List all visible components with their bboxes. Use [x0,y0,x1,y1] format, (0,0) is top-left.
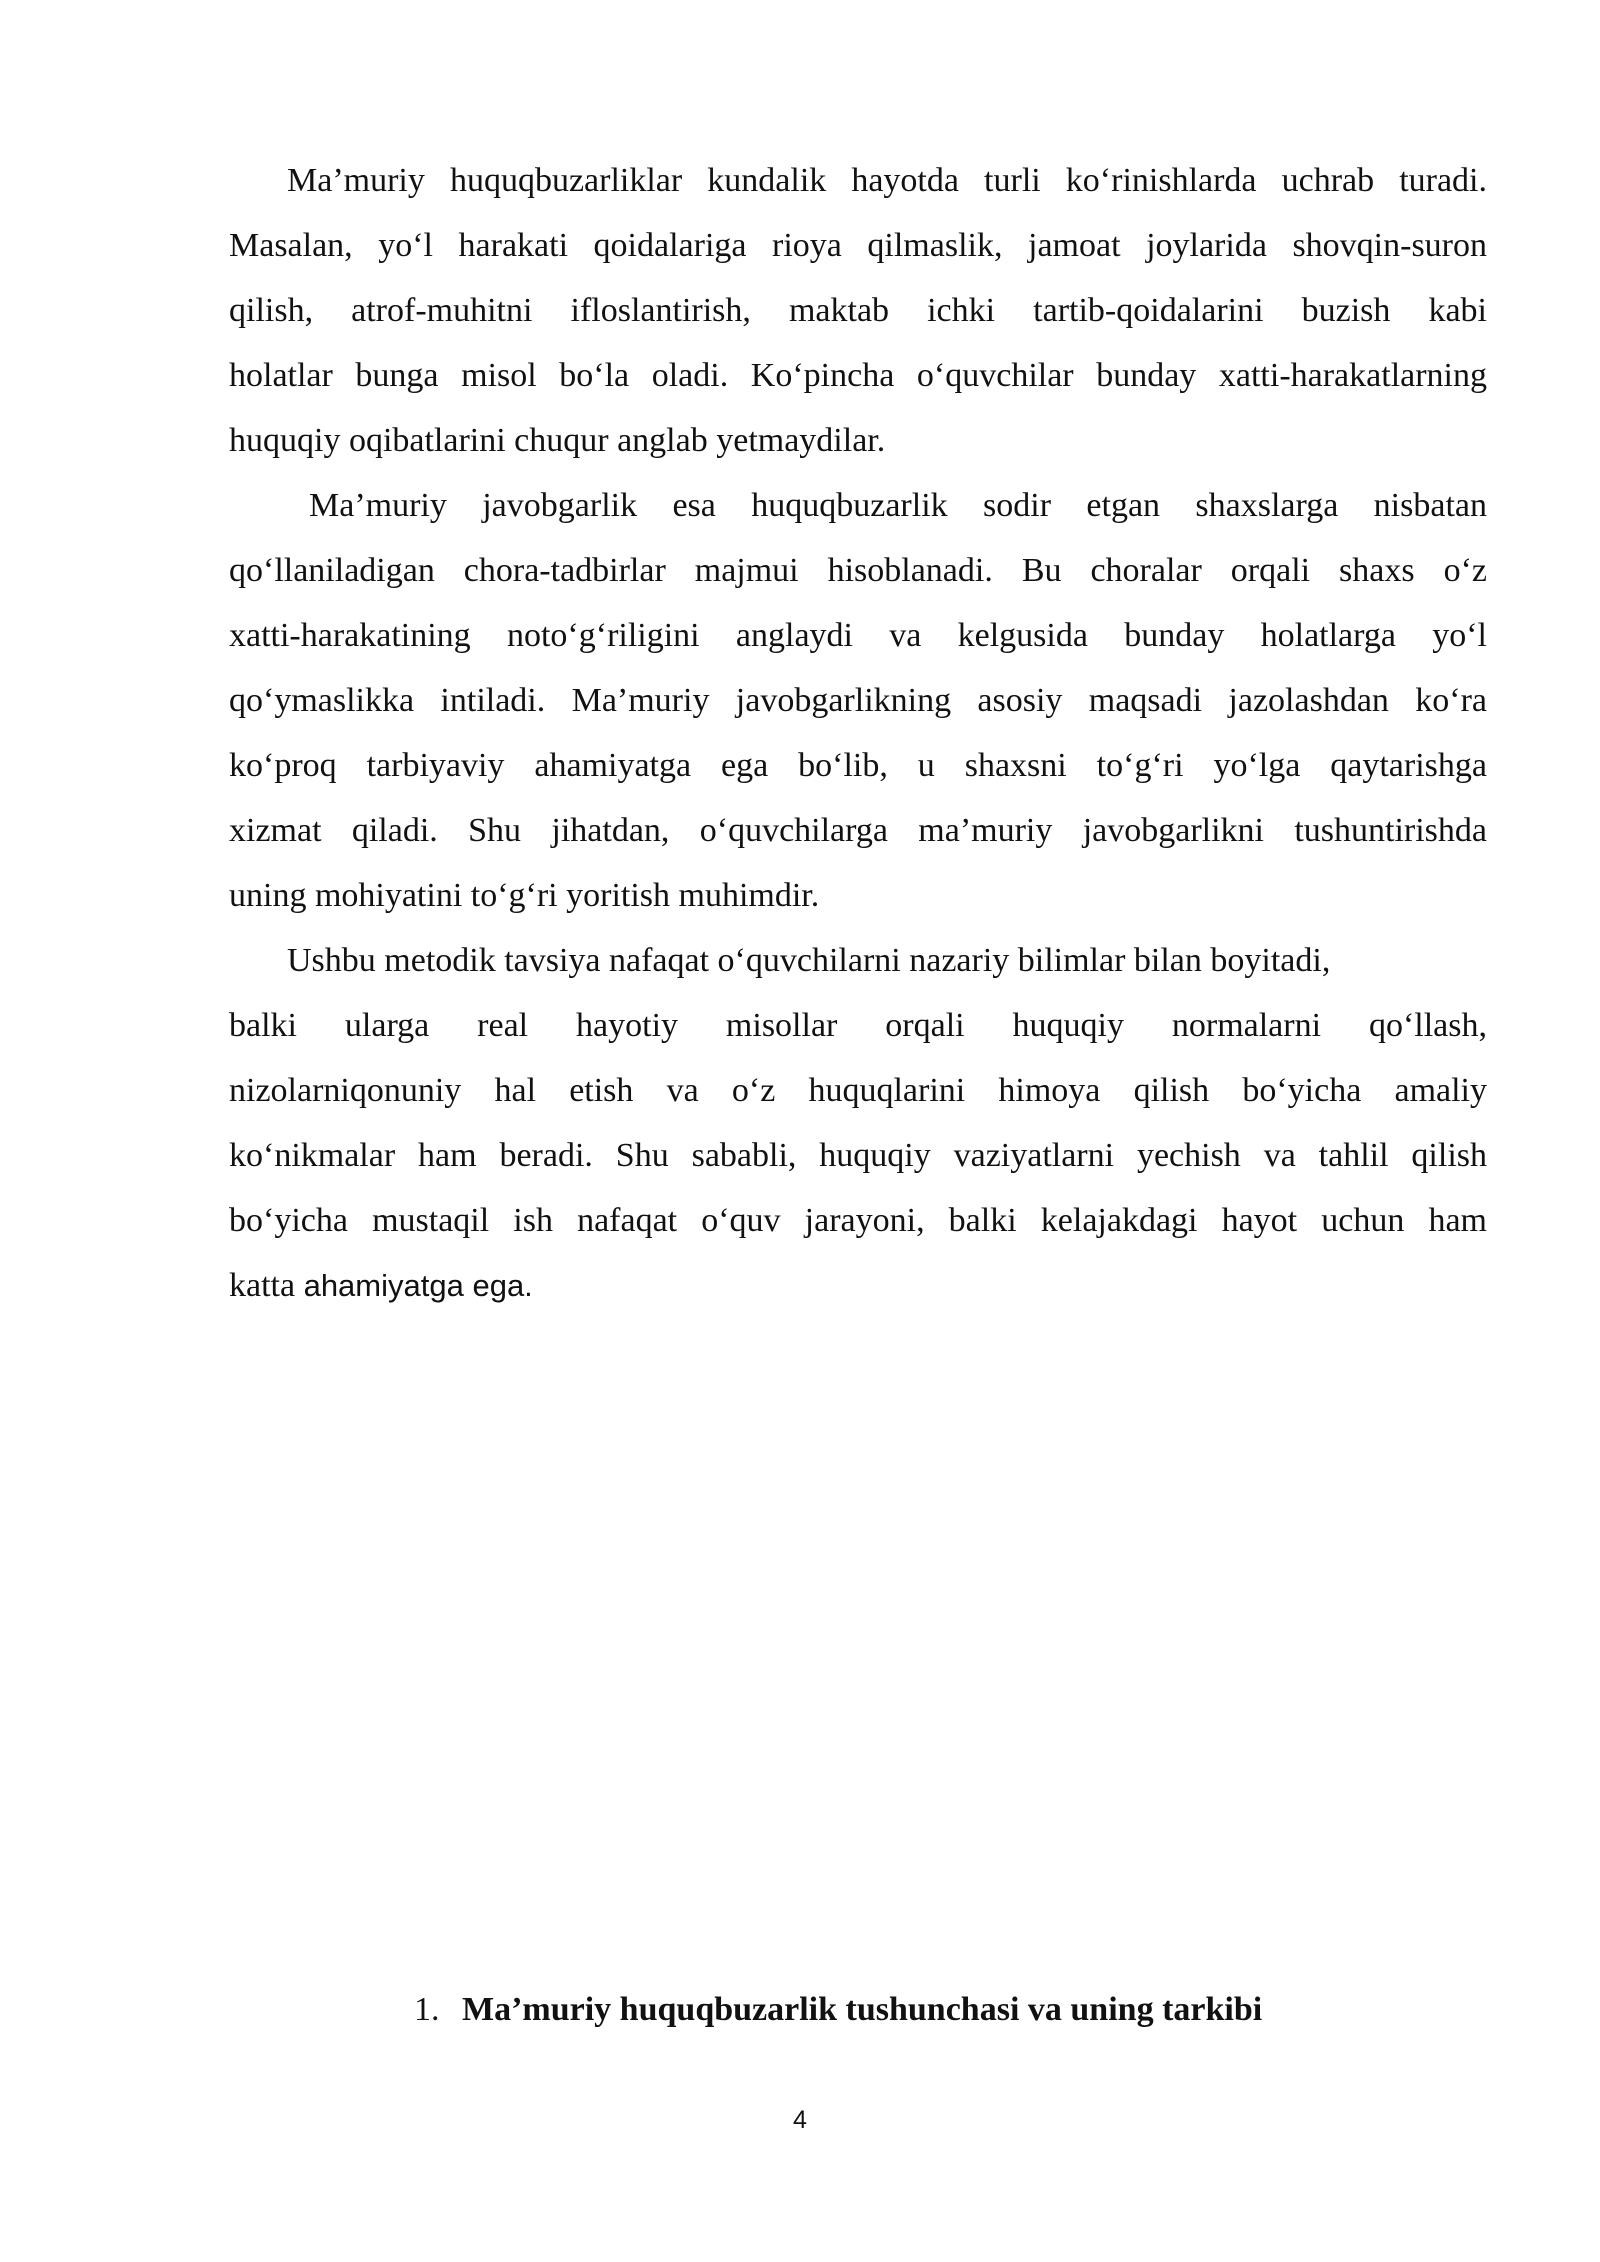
text-line: uning mohiyatini to‘g‘ri yoritish muhimdir. [229,877,820,914]
paragraph-1 [229,148,1487,473]
text-segment: ahamiyatga ega. [303,1268,533,1303]
text-line: Ushbu metodik tavsiya nafaqat o‘quvchilarni nazariy bilimlar bilan boyitadi, [287,942,1331,979]
body-text [229,148,1487,1318]
text-line: bo‘yicha mustaqil ish nafaqat o‘quv jarayoni, balki kelajakdagi hayot uchun ham [229,1202,1487,1239]
text-line: ko‘nikmalar ham beradi. Shu sababli, huquqiy vaziyatlarni yechish va tahlil qilish [229,1137,1487,1174]
paragraph-2 [229,473,1487,928]
section-heading [414,1980,1262,2040]
text-line: Ma’muriy huquqbuzarliklar kundalik hayotda turli ko‘rinishlarda uchrab turadi. [287,162,1487,199]
text-line: xizmat qiladi. Shu jihatdan, o‘quvchilarga ma’muriy javobgarlikni tushuntirishda [229,812,1487,849]
heading-title: Ma’muriy huquqbuzarlik tushunchasi va uning tarkibi [462,1991,1263,2028]
page-number: 4 [793,2106,807,2134]
paragraph-3 [229,928,1487,1318]
text-line: xatti-harakatining noto‘g‘riligini anglaydi va kelgusida bunday holatlarga yo‘l [229,617,1487,654]
text-line: ko‘proq tarbiyaviy ahamiyatga ega bo‘lib, u shaxsni to‘g‘ri yo‘lga qaytarishga [229,747,1487,784]
text-segment: katta [229,1267,304,1304]
text-line: qilish, atrof-muhitni ifloslantirish, maktab ichki tartib-qoidalarini buzish kabi [229,292,1487,329]
text-line: holatlar bunga misol bo‘la oladi. Ko‘pincha o‘quvchilar bunday xatti-harakatlarning [229,357,1487,394]
text-line [229,1253,1487,1318]
text-line: huquqiy oqibatlarini chuqur anglab yetmaydilar. [229,422,886,459]
text-line: qo‘llaniladigan chora-tadbirlar majmui hisoblanadi. Bu choralar orqali shaxs o‘z [229,552,1487,589]
text-line: Ma’muriy javobgarlik esa huquqbuzarlik sodir etgan shaxslarga nisbatan [309,487,1487,524]
heading-number: 1. [414,1991,440,2028]
text-line: nizolarniqonuniy hal etish va o‘z huquqlarini himoya qilish bo‘yicha amaliy [229,1072,1487,1109]
text-line: qo‘ymaslikka intiladi. Ma’muriy javobgarlikning asosiy maqsadi jazolashdan ko‘ra [229,682,1487,719]
text-line: balki ularga real hayotiy misollar orqali huquqiy normalarni qo‘llash, [229,1007,1487,1044]
text-line: Masalan, yo‘l harakati qoidalariga rioya qilmaslik, jamoat joylarida shovqin-suron [229,227,1487,264]
